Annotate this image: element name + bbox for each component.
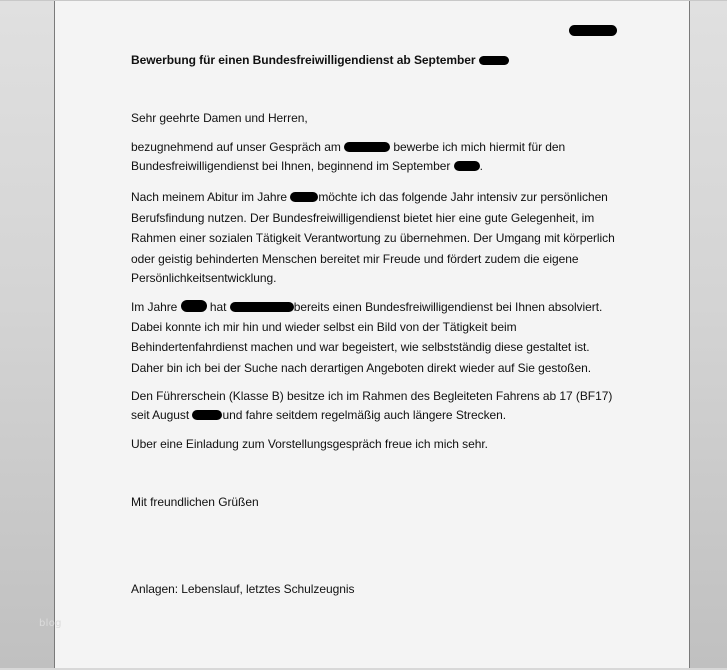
watermark: blog (39, 618, 62, 629)
paragraph-2-line-5: Persönlichkeitsentwicklung. (131, 271, 277, 285)
redacted-date (569, 25, 617, 36)
paragraph-2-line-1: Nach meinem Abitur im Jahre möchte ich das folgende Jahr intensiv zur persönlichen (131, 190, 608, 204)
redacted-year (454, 161, 480, 171)
subject-text: Bewerbung für einen Bundesfreiwilligendienst ab September (131, 53, 476, 67)
paragraph-2-line-3: Rahmen einer sozialen Tätigkeit Verantwortung zu übernehmen. Der Umgang mit körperlich (131, 231, 615, 245)
redacted-year (181, 300, 207, 312)
salutation: Sehr geehrte Damen und Herren, (131, 111, 308, 125)
closing: Mit freundlichen Grüßen (131, 495, 259, 509)
redacted-name (230, 302, 294, 312)
paragraph-4-line-2: seit August und fahre seitdem regelmäßig auch längere Strecken. (131, 408, 507, 422)
redacted-year (479, 56, 509, 65)
document-page (54, 1, 690, 668)
attachments: Anlagen: Lebenslauf, letztes Schulzeugnis (131, 582, 355, 596)
redacted-date (344, 142, 390, 152)
paragraph-2-line-2: Berufsfindung nutzen. Der Bundesfreiwilligendienst bietet hier eine gute Gelegenheit, im (131, 211, 595, 225)
paragraph-3-line-3: Behindertenfahrdienst machen und war begeistert, wie selbstständig diese gestaltet ist. (131, 340, 590, 354)
redacted-year (290, 192, 318, 202)
paragraph-2-line-4: oder geistig behinderten Menschen bereitet mir Freude und fördert zudem die eigene (131, 252, 579, 266)
paragraph-3-line-2: Dabei konnte ich mir hin und wieder selbst ein Bild von der Tätigkeit beim (131, 320, 517, 334)
letter-subject (131, 53, 509, 67)
paragraph-4-line-1: Den Führerschein (Klasse B) besitze ich im Rahmen des Begleiteten Fahrens ab 17 (BF17) (131, 389, 613, 403)
paragraph-1-line-1: bezugnehmend auf unser Gespräch am bewerbe ich mich hiermit für den (131, 140, 566, 154)
redacted-year (192, 410, 222, 420)
paragraph-3-line-4: Daher bin ich bei der Suche nach derartigen Angeboten direkt wieder auf Sie gestoßen. (131, 361, 592, 375)
paragraph-5-line-1: Uber eine Einladung zum Vorstellungsgespräch freue ich mich sehr. (131, 437, 488, 451)
paragraph-3-line-1: Im Jahre hat bereits einen Bundesfreiwilligendienst bei Ihnen absolviert. (131, 300, 603, 314)
paragraph-1-line-2: Bundesfreiwilligendienst bei Ihnen, beginnend im September . (131, 159, 483, 173)
